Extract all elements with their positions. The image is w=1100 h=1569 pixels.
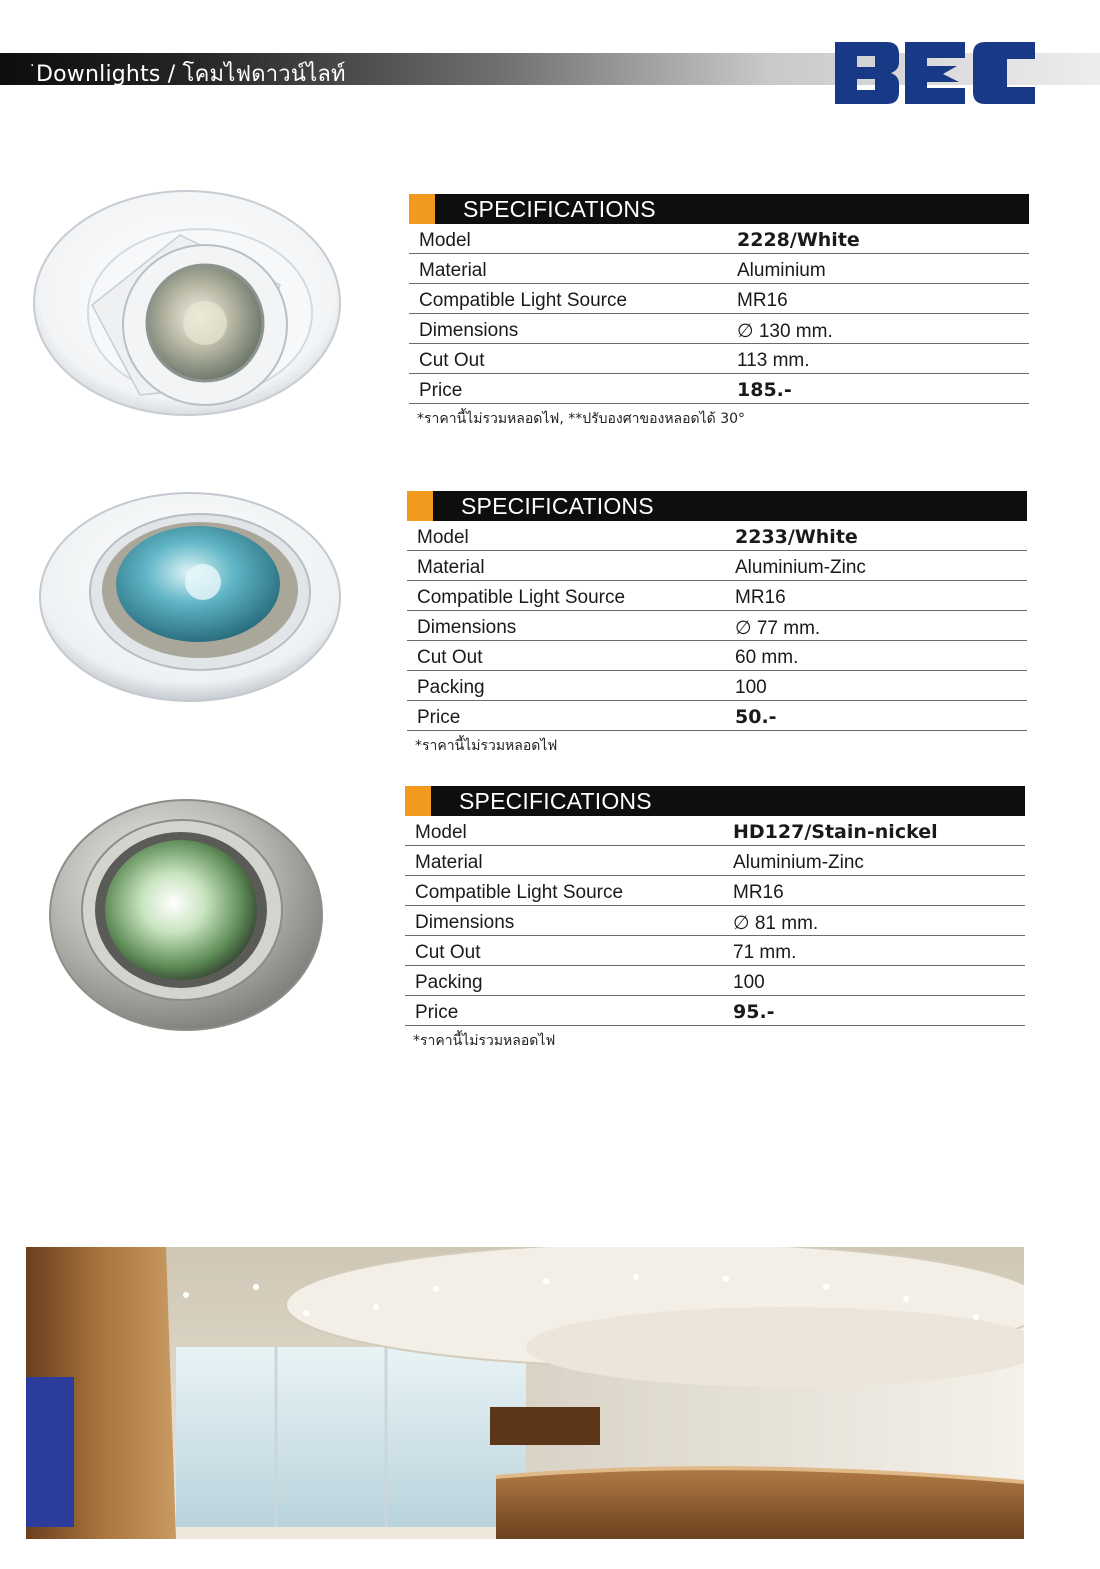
spec-row-material [405,846,1025,876]
spec-table-2228 [409,194,1029,430]
spec-header-accent [407,491,433,521]
spec-label: Cut Out [419,350,485,371]
downlight-2228-image [30,185,345,430]
spec-row-dimensions [409,314,1029,344]
spec-label: Packing [415,972,483,993]
spec-label: Model [415,822,467,843]
downlight-hd127-image [48,798,328,1033]
spec-label: Cut Out [415,942,481,963]
spec-value: 100 [733,972,765,993]
spec-header-accent [405,786,431,816]
spec-label: Model [417,527,469,548]
spec-row-price [409,374,1029,404]
spec-value: 113 mm. [737,350,810,371]
spec-row-light-source [409,284,1029,314]
spec-value: MR16 [733,882,784,903]
spec-note: *ราคานี้ไม่รวมหลอดไฟ [415,738,558,754]
spec-value: Aluminium [737,260,826,281]
spec-label: Compatible Light Source [419,290,628,311]
spec-value: MR16 [737,290,788,311]
spec-row-model [409,224,1029,254]
page-title-text: Downlights / โคมไฟดาวน์ไลท์ [36,62,346,87]
spec-label: Material [417,557,485,578]
spec-row-material [409,254,1029,284]
spec-row-model [405,816,1025,846]
spec-header [407,491,1027,521]
spec-row-cut-out [405,936,1025,966]
spec-label: Cut Out [417,647,483,668]
spec-value: 60 mm. [735,647,799,668]
spec-value: Aluminium-Zinc [733,852,864,873]
spec-label: Compatible Light Source [417,587,626,608]
spec-label: Compatible Light Source [415,882,624,903]
spec-note: *ราคานี้ไม่รวมหลอดไฟ, **ปรับองศาของหลอดได้ 30° [417,411,746,427]
spec-value: 50.- [735,706,777,728]
spec-row-light-source [405,876,1025,906]
spec-value: 95.- [733,1001,775,1023]
spec-table-hd127 [405,786,1025,1052]
spec-label: Material [415,852,483,873]
spec-header-title: SPECIFICATIONS [459,788,652,814]
spec-label: Dimensions [419,320,519,341]
spec-value: 2228/White [737,229,860,251]
spec-value: 2233/White [735,526,858,548]
spec-table-2233 [407,491,1027,757]
page-title [30,56,346,91]
bullet-dot: · [30,58,35,74]
spec-row-light-source [407,581,1027,611]
spec-value: 100 [735,677,767,698]
spec-value: MR16 [735,587,786,608]
spec-value: ∅ 77 mm. [735,618,821,639]
spec-header-title: SPECIFICATIONS [463,196,656,222]
interior-photo [26,1247,1024,1539]
spec-row-packing [407,671,1027,701]
spec-row-packing [405,966,1025,996]
spec-row-dimensions [407,611,1027,641]
spec-header-title: SPECIFICATIONS [461,493,654,519]
spec-header-accent [409,194,435,224]
spec-row-cut-out [407,641,1027,671]
downlight-2233-image [38,492,343,707]
spec-row-price [405,996,1025,1026]
spec-row-model [407,521,1027,551]
spec-row-cut-out [409,344,1029,374]
spec-row-material [407,551,1027,581]
spec-label: Dimensions [417,617,517,638]
spec-value: HD127/Stain-nickel [733,821,938,843]
spec-value: 71 mm. [733,942,797,963]
spec-header [409,194,1029,224]
spec-row-dimensions [405,906,1025,936]
spec-label: Material [419,260,487,281]
spec-label: Dimensions [415,912,515,933]
spec-value: 185.- [737,379,792,401]
spec-label: Packing [417,677,485,698]
spec-header [405,786,1025,816]
spec-value: Aluminium-Zinc [735,557,866,578]
bec-logo [835,42,1035,104]
spec-label: Price [417,707,461,728]
spec-row-price [407,701,1027,731]
spec-value: ∅ 130 mm. [737,321,833,342]
spec-value: ∅ 81 mm. [733,913,819,934]
spec-label: Price [415,1002,459,1023]
spec-label: Model [419,230,471,251]
spec-label: Price [419,380,463,401]
spec-note: *ราคานี้ไม่รวมหลอดไฟ [413,1033,556,1049]
